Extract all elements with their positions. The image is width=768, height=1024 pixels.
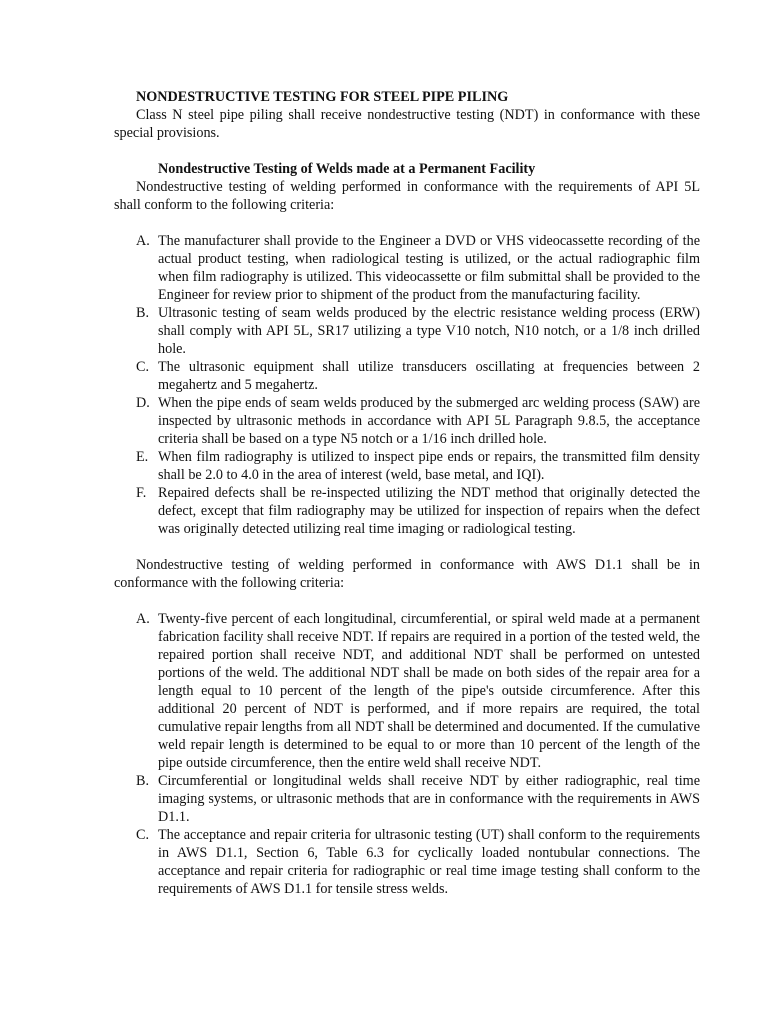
list-marker: A. — [136, 233, 150, 249]
aws-criteria-list — [114, 610, 700, 898]
list-item — [114, 826, 700, 898]
list-marker: C. — [136, 359, 150, 375]
document-title: NONDESTRUCTIVE TESTING FOR STEEL PIPE PILING — [136, 89, 509, 105]
list-item — [114, 232, 700, 304]
aws-criteria-intro: Nondestructive testing of welding performed in conformance with AWS D1.1 shall be in conformance with the following criteria: — [114, 557, 700, 591]
list-item-text: The acceptance and repair criteria for ultrasonic testing (UT) shall conform to the requirements in AWS D1.1, Section 6, Table 6.3 for cyclically loaded nontubular connections. The acceptance and repair criteria for radiographic or real time image testing shall conform to the requirements of AWS D1.1 for tensile stress welds. — [158, 827, 700, 897]
list-marker: B. — [136, 305, 150, 321]
intro-paragraph: Class N steel pipe piling shall receive nondestructive testing (NDT) in conformance with these special provisions. — [114, 107, 700, 141]
list-item-text: When the pipe ends of seam welds produced by the submerged arc welding process (SAW) are inspected by ultrasonic methods in accordance with API 5L Paragraph 9.8.5, the acceptance criteria shall be based on a type N5 notch or a 1/16 inch drilled hole. — [158, 395, 700, 447]
list-item-text: The manufacturer shall provide to the Engineer a DVD or VHS videocassette recording of the actual product testing, when radiological testing is utilized, or the actual radiographic film when film radiography is utilized. This videocassette or film submittal shall be provided to the Engineer for review prior to shipment of the product from the manufacturing facility. — [158, 233, 700, 303]
list-marker: D. — [136, 395, 150, 411]
list-item — [114, 610, 700, 772]
list-item-text: Repaired defects shall be re-inspected utilizing the NDT method that originally detected the defect, except that film radiography may be utilized for inspection of repairs when the defect was originally detected utilizing real time imaging or radiological testing. — [158, 485, 700, 537]
list-item — [114, 772, 700, 826]
list-marker: E. — [136, 449, 149, 465]
list-item — [114, 394, 700, 448]
api-criteria-list — [114, 232, 700, 538]
list-item-text: Twenty-five percent of each longitudinal, circumferential, or spiral weld made at a permanent fabrication facility shall receive NDT. If repairs are required in a portion of the tested weld, the repaired portion shall receive NDT, and additional NDT shall be performed on untested portions of the weld. The additional NDT shall be made on both sides of the repair area for a length equal to 10 percent of the length of the pipe's outside circumference. After this additional 20 percent of NDT is performed, and if more repairs are required, the total cumulative repair lengths from all NDT shall be determined and documented. If the cumulative weld repair length is determined to be equal to or more than 10 percent of the length of the pipe outside circumference, then the entire weld shall receive NDT. — [158, 611, 700, 771]
list-item-text: When film radiography is utilized to inspect pipe ends or repairs, the transmitted film density shall be 2.0 to 4.0 in the area of interest (weld, base metal, and IQI). — [158, 449, 700, 483]
list-item — [114, 358, 700, 394]
list-marker: C. — [136, 827, 150, 843]
section-heading: Nondestructive Testing of Welds made at a Permanent Facility — [158, 161, 536, 177]
list-item-text: Ultrasonic testing of seam welds produced by the electric resistance welding process (ERW) shall comply with API 5L, SR17 utilizing a type V10 notch, N10 notch, or a 1/8 inch drilled hole. — [158, 305, 700, 357]
api-criteria-intro: Nondestructive testing of welding performed in conformance with the requirements of API 5L shall conform to the following criteria: — [114, 179, 700, 213]
list-item-text: The ultrasonic equipment shall utilize transducers oscillating at frequencies between 2 megahertz and 5 megahertz. — [158, 359, 700, 393]
list-item — [114, 304, 700, 358]
document-page — [114, 88, 700, 898]
list-item — [114, 484, 700, 538]
list-marker: F. — [136, 485, 147, 501]
list-item-text: Circumferential or longitudinal welds shall receive NDT by either radiographic, real time imaging systems, or ultrasonic methods that are in conformance with the requirements in AWS D1.1. — [158, 773, 700, 825]
list-item — [114, 448, 700, 484]
list-marker: B. — [136, 773, 150, 789]
list-marker: A. — [136, 611, 150, 627]
